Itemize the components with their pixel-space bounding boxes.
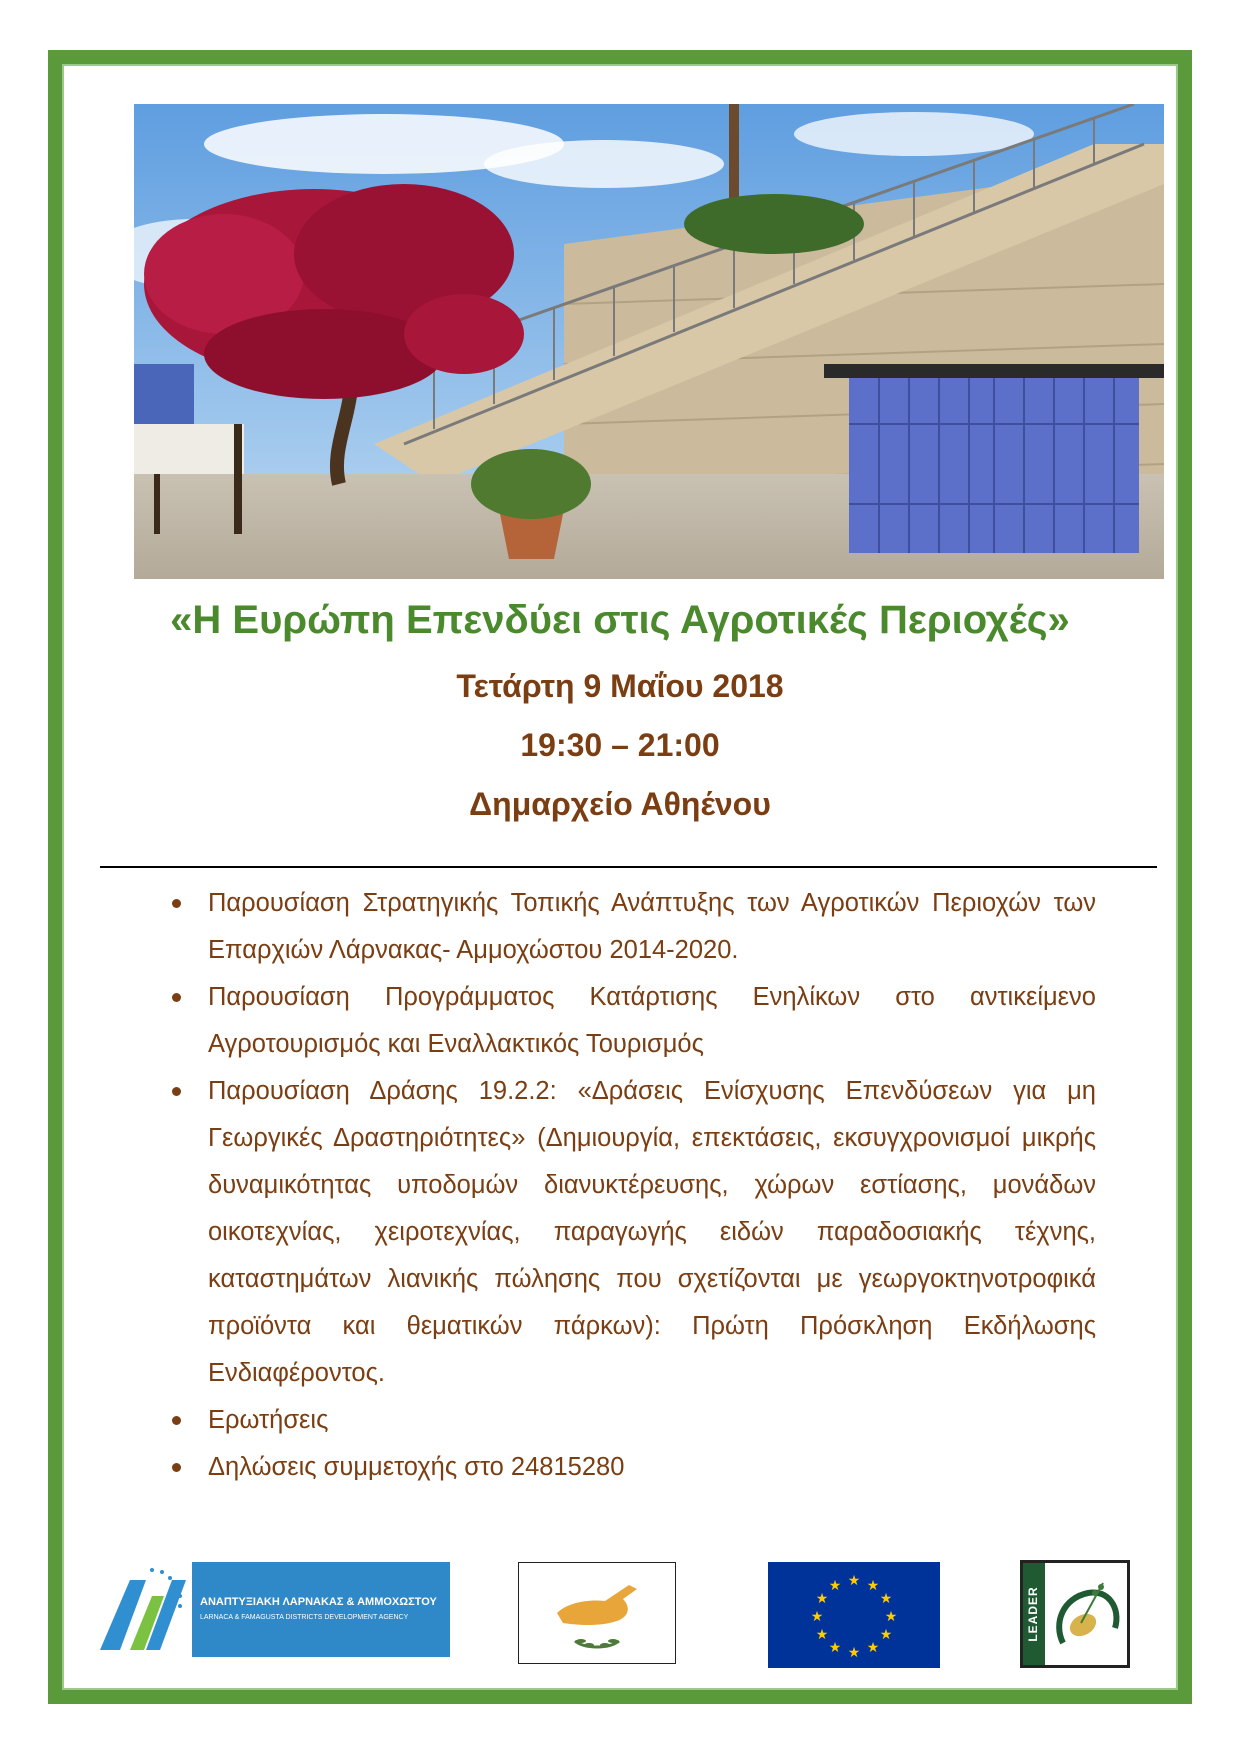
- agency-name-en: LARNACA & FAMAGUSTA DISTRICTS DEVELOPMENT AGENCY: [200, 1614, 409, 1621]
- leader-label: LEADER: [1026, 1586, 1040, 1642]
- event-title: «Η Ευρώπη Επενδύει στις Αγροτικές Περιοχές»: [170, 598, 1070, 642]
- svg-text:★: ★: [815, 1627, 829, 1643]
- agenda-item-text: Παρουσίαση Δράσης 19.2.2: «Δράσεις Ενίσχυσης Επενδύσεων για μη Γεωργικές Δραστηριότητες» (Δημιουργία, επεκτάσεις, εκσυγχρονισμοί μικρής δυναμικότητας υποδομών διανυκτέρευσης, χώρων εστίασης, μονάδων οικοτεχνίας, χειροτεχνίας, παραγωγής ειδών παραδοσιακής τέχνης, καταστημάτων λιανικής πώλησης που σχετίζονται με γεωργοκτηνοτροφικά προϊόντα και θεματικών πάρκων): Πρώτη Πρόσκληση Εκδήλωσης Ενδιαφέροντος.: [208, 1077, 1096, 1387]
- svg-text:★: ★: [828, 1640, 842, 1656]
- svg-text:★: ★: [866, 1640, 880, 1656]
- svg-text:★: ★: [884, 1609, 898, 1625]
- agenda-item: [168, 1068, 1096, 1397]
- bullet-icon: [172, 899, 181, 908]
- bullet-icon: [172, 1463, 181, 1472]
- agenda-item-text: Παρουσίαση Στρατηγικής Τοπικής Ανάπτυξης των Αγροτικών Περιοχών των Επαρχιών Λάρνακας- Αμμοχώστου 2014-2020.: [208, 889, 1096, 964]
- svg-text:★: ★: [810, 1609, 824, 1625]
- svg-text:★: ★: [879, 1591, 893, 1607]
- eu-flag: [768, 1562, 940, 1668]
- cyprus-flag: [518, 1562, 676, 1664]
- leader-logo: [1020, 1560, 1130, 1668]
- divider-line: [100, 866, 1157, 868]
- agenda-item-text: Δηλώσεις συμμετοχής στο 24815280: [208, 1453, 625, 1481]
- svg-text:★: ★: [866, 1578, 880, 1594]
- bullet-icon: [172, 1087, 181, 1096]
- agenda-item: [168, 1444, 1096, 1491]
- event-date: Τετάρτη 9 Μαΐου 2018: [456, 668, 784, 704]
- svg-text:★: ★: [847, 1645, 861, 1661]
- development-agency-logo: [92, 1562, 450, 1657]
- svg-text:★: ★: [847, 1573, 861, 1589]
- agenda-item: [168, 880, 1096, 974]
- event-time: 19:30 – 21:00: [520, 727, 720, 763]
- svg-text:★: ★: [828, 1578, 842, 1594]
- event-venue: Δημαρχείο Αθηένου: [469, 786, 771, 822]
- svg-text:★: ★: [815, 1591, 829, 1607]
- agenda-item-text: Ερωτήσεις: [208, 1406, 329, 1434]
- bullet-icon: [172, 1416, 181, 1425]
- village-courtyard-photo: [134, 104, 1164, 579]
- bullet-icon: [172, 993, 181, 1002]
- agenda-item: [168, 1397, 1096, 1444]
- svg-text:★: ★: [879, 1627, 893, 1643]
- agenda-item: [168, 974, 1096, 1068]
- agenda-list: [168, 880, 1096, 1491]
- agency-name: ΑΝΑΠΤΥΞΙΑΚΗ ΛΑΡΝΑΚΑΣ & ΑΜΜΟΧΩΣΤΟΥ: [200, 1596, 437, 1608]
- agenda-item-text: Παρουσίαση Προγράμματος Κατάρτισης Ενηλίκων στο αντικείμενο Αγροτουρισμός και Εναλλακτικός Τουρισμός: [208, 983, 1096, 1058]
